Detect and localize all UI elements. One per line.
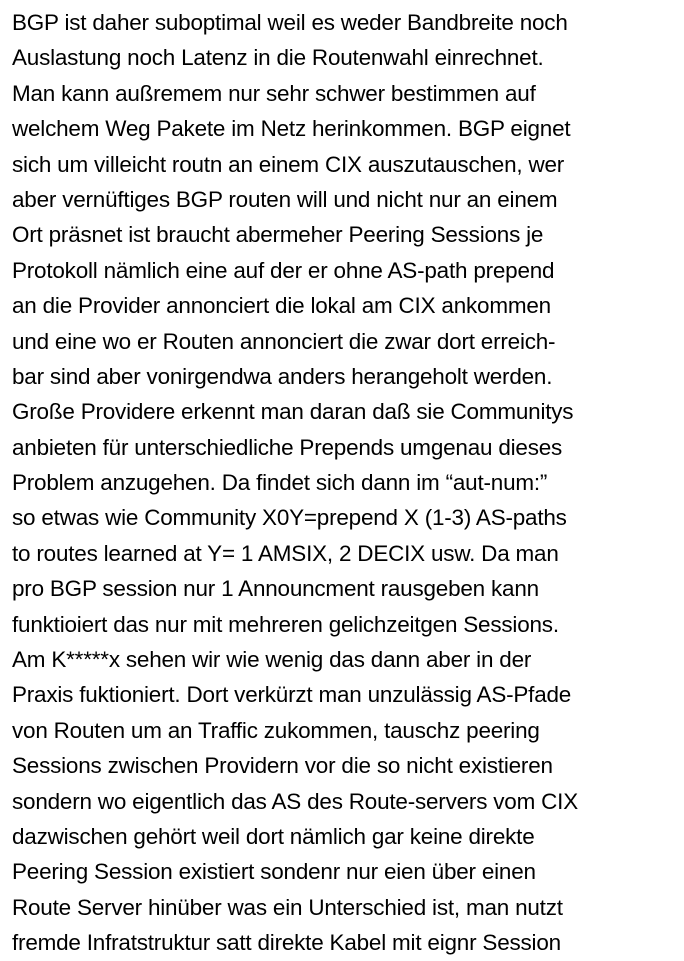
text-line-3: Man kann außremem nur sehr schwer bestimmen auf [12,80,536,106]
text-line-20: Praxis fuktioniert. Dort verkürzt man unzulässig AS-Pfade [12,682,572,708]
text-line-1: BGP ist daher suboptimal weil es weder Bandbreite noch [12,10,568,35]
text-line-12: Große Providere erkennt man daran daß sie Communitys [12,399,574,425]
text-line-10: und eine wo er Routen annonciert die zwar dort erreich- [12,328,556,354]
body-text [12,5,684,961]
text-line-25: Peering Session existiert sondenr nur eien über einen [12,859,536,885]
text-line-8: Protokoll nämlich eine auf der er ohne AS-path prepend [12,257,555,283]
text-line-26: Route Server hinüber was ein Unterschied ist, man nutzt [12,894,563,920]
text-line-19: Am K*****x sehen wir wie wenig das dann aber in der [12,647,532,673]
text-line-21: von Routen um an Traffic zukommen, tauschz peering [12,717,540,743]
text-line-2: Auslastung noch Latenz in die Routenwahl einrechnet. [12,45,544,71]
text-line-9: an die Provider annonciert die lokal am CIX ankommen [12,293,551,319]
text-line-17: pro BGP session nur 1 Announcment rausgeben kann [12,576,539,602]
text-line-5: sich um villeicht routn an einem CIX auszutauschen, wer [12,151,565,177]
text-line-4: welchem Weg Pakete im Netz herinkommen. BGP eignet [12,116,571,142]
text-line-23: sondern wo eigentlich das AS des Route-servers vom CIX [12,788,578,814]
text-line-15: so etwas wie Community X0Y=prepend X (1-3) AS-paths [12,505,567,531]
text-line-14: Problem anzugehen. Da findet sich dann im “aut-num:” [12,470,548,496]
text-line-22: Sessions zwischen Providern vor die so nicht existieren [12,753,553,779]
text-line-18: funktioiert das nur mit mehreren gelichzeitgen Sessions. [12,611,559,637]
text-line-6: aber vernüftiges BGP routen will und nicht nur an einem [12,186,558,212]
text-line-13: anbieten für unterschiedliche Prepends umgenau dieses [12,434,563,460]
text-line-11: bar sind aber vonirgendwa anders herangeholt werden. [12,363,553,389]
text-line-7: Ort präsnet ist braucht abermeher Peering Sessions je [12,222,544,248]
text-line-27: fremde Infratstruktur satt direkte Kabel mit eignr Session [12,930,561,956]
text-line-16: to routes learned at Y= 1 AMSIX, 2 DECIX usw. Da man [12,540,559,566]
text-line-24: dazwischen gehört weil dort nämlich gar keine direkte [12,823,535,849]
